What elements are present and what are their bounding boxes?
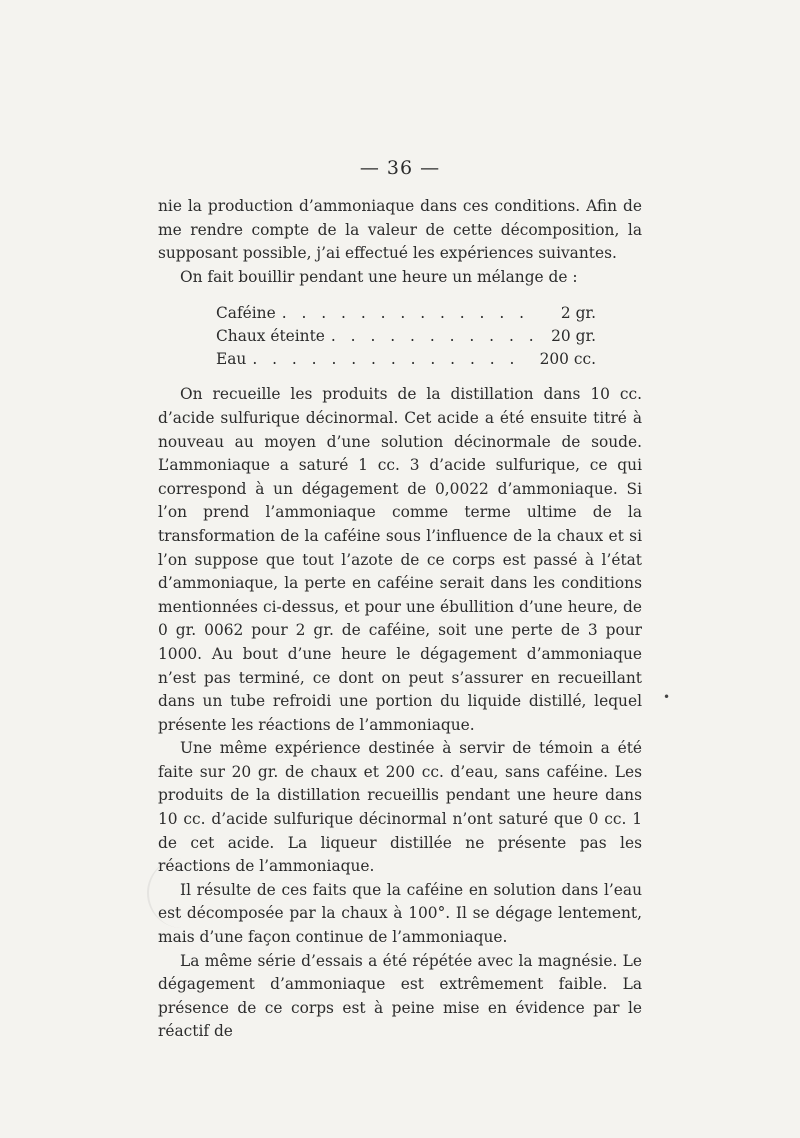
ingredient-quantity: 20 gr.: [551, 327, 596, 346]
paragraph-2: On fait bouillir pendant une heure un mélange de :: [180, 267, 578, 286]
ingredient-quantity: 2 gr.: [560, 304, 596, 323]
ingredient-row: [216, 302, 596, 325]
body-text: [158, 195, 642, 1044]
ingredient-row: [216, 348, 596, 371]
leader-dots: . . . . . . . . . . .: [330, 327, 539, 346]
paragraph-6: La même série d’essais a été répétée avec la magnésie. Le dégagement d’ammoniaque est extrêmement faible. La présence de ce corps est à peine mise en évidence par le réactif de: [158, 951, 642, 1041]
leader-dots: . . . . . . . . . . . . .: [281, 304, 530, 323]
ingredient-row: [216, 325, 596, 348]
ingredient-name: Eau: [216, 350, 247, 369]
bleed-through-mark: [147, 858, 189, 928]
leader-dots: . . . . . . . . . . . . . .: [252, 350, 520, 369]
ingredient-list: [216, 302, 596, 371]
page-number: — 36 —: [359, 157, 441, 179]
paragraph-5: Il résulte de ces faits que la caféine en solution dans l’eau est décomposée par la chaux à 100°. Il se dégage lentement, mais d’une façon continue de l’ammoniaque.: [158, 880, 642, 947]
ingredient-quantity: 200 cc.: [539, 350, 596, 369]
paragraph-3: On recueille les produits de la distillation dans 10 cc. d’acide sulfurique décinormal. Cet acide a été ensuite titré à nouveau au moyen d’une solution décinormale de soude. L’ammoniaque a saturé 1 cc. 3 d’acide sulfurique, ce qui correspond à un dégagement de 0,0022 d’ammoniaque. Si l’on prend l’ammoniaque comme terme ultime de la transformation de la caféine sous l’influence de la chaux et si l’on suppose que tout l’azote de ce corps est passé à l’état d’ammoniaque, la perte en caféine serait dans les conditions mentionnées ci-dessus, et pour une ébullition d’une heure, de 0 gr. 0062 pour 2 gr. de caféine, soit une perte de 3 pour 1000. Au bout d’une heure le dégagement d’ammoniaque n’est pas terminé, ce dont on peut s’assurer en recueillant dans un tube refroidi une portion du liquide distillé, lequel présente les réactions de l’ammoniaque.: [158, 385, 642, 734]
ingredient-name: Caféine: [216, 304, 276, 323]
paragraph-4: Une même expérience destinée à servir de témoin a été faite sur 20 gr. de chaux et 200 cc. d’eau, sans caféine. Les produits de la distillation recueillis pendant une heure dans 10 cc. d’acide sulfurique décinormal n’ont saturé que 0 cc. 1 de cet acide. La liqueur distillée ne présente pas les réactions de l’ammoniaque.: [158, 739, 642, 876]
paragraph-1: nie la production d’ammoniaque dans ces conditions. Afin de me rendre compte de la valeur de cette décomposition, la supposant possible, j’ai effectué les expériences suivantes.: [158, 197, 642, 263]
ink-speck: •: [663, 690, 671, 704]
ingredient-name: Chaux éteinte: [216, 327, 325, 346]
